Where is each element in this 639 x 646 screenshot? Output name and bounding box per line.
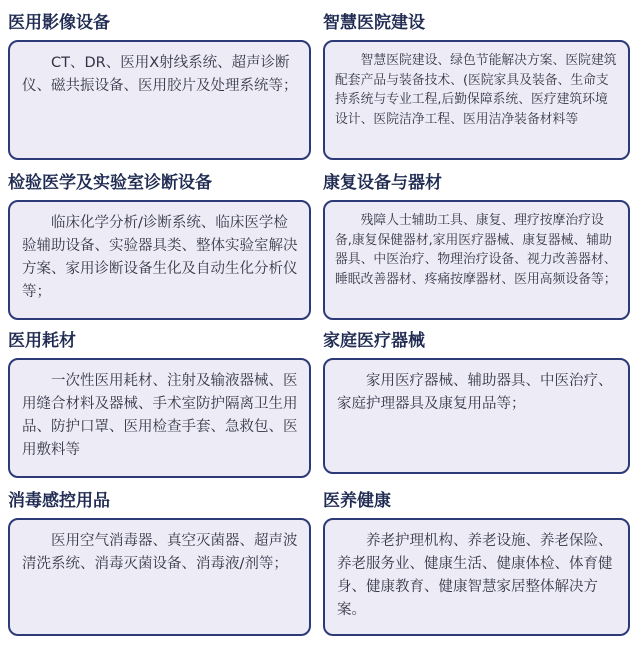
section-title: 医用影像设备 [8, 13, 110, 33]
section-title: 医养健康 [323, 491, 391, 511]
section-text: 养老护理机构、养老设施、养老保险、养老服务业、健康生活、健康体检、体育健身、健康教育、健康智慧家居整体解决方案。 [337, 533, 613, 618]
section-box [323, 40, 630, 160]
section-text: 一次性医用耗材、注射及输液器械、医用缝合材料及器械、手术室防护隔离卫生用品、防护口罩、医用检查手套、急救包、医用敷料等 [22, 373, 298, 458]
section-box [323, 200, 630, 320]
section-text: CT、DR、医用X射线系统、超声诊断仪、磁共振设备、医用胶片及处理系统等； [22, 55, 298, 94]
section-title: 康复设备与器材 [323, 173, 442, 193]
section-rehab-equipment [323, 172, 629, 287]
section-box [323, 518, 630, 636]
section-text: 医用空气消毒器、真空灭菌器、超声波清洗系统、消毒灭菌设备、消毒液/剂等； [22, 533, 298, 572]
section-box [8, 358, 311, 478]
section-box [8, 40, 311, 160]
section-title: 家庭医疗器械 [323, 331, 425, 351]
section-medical-consumables [8, 330, 314, 458]
section-box [8, 200, 311, 320]
section-elderly-care-health [323, 490, 629, 618]
section-lab-diagnostics [8, 172, 314, 300]
section-title: 医用耗材 [8, 331, 76, 351]
section-smart-hospital [323, 12, 629, 127]
section-title: 检验医学及实验室诊断设备 [8, 173, 212, 193]
section-title: 智慧医院建设 [323, 13, 425, 33]
section-box [8, 518, 311, 636]
section-title: 消毒感控用品 [8, 491, 110, 511]
section-disinfection-infection-control [8, 490, 314, 572]
section-box [323, 358, 630, 474]
section-text: 残障人士辅助工具、康复、理疗按摩治疗设备,康复保健器材,家用医疗器械、康复器械、辅助器具、中医治疗、物理治疗设备、视力改善器材、睡眠改善器材、疼痛按摩器材、医用高频设备等； [335, 213, 617, 287]
section-text: 智慧医院建设、绿色节能解决方案、医院建筑配套产品与装备技术、(医院家具及装备、生命支持系统与专业工程,后勤保障系统、医疗建筑环境设计、医院洁净工程、医用洁净装备材料等 [335, 53, 617, 127]
section-home-medical-devices [323, 330, 629, 412]
section-medical-imaging [8, 12, 314, 94]
section-text: 临床化学分析/诊断系统、临床医学检验辅助设备、实验器具类、整体实验室解决方案、家用诊断设备生化及自动生化分析仪等； [22, 215, 298, 300]
section-text: 家用医疗器械、辅助器具、中医治疗、家庭护理器具及康复用品等； [337, 373, 613, 412]
